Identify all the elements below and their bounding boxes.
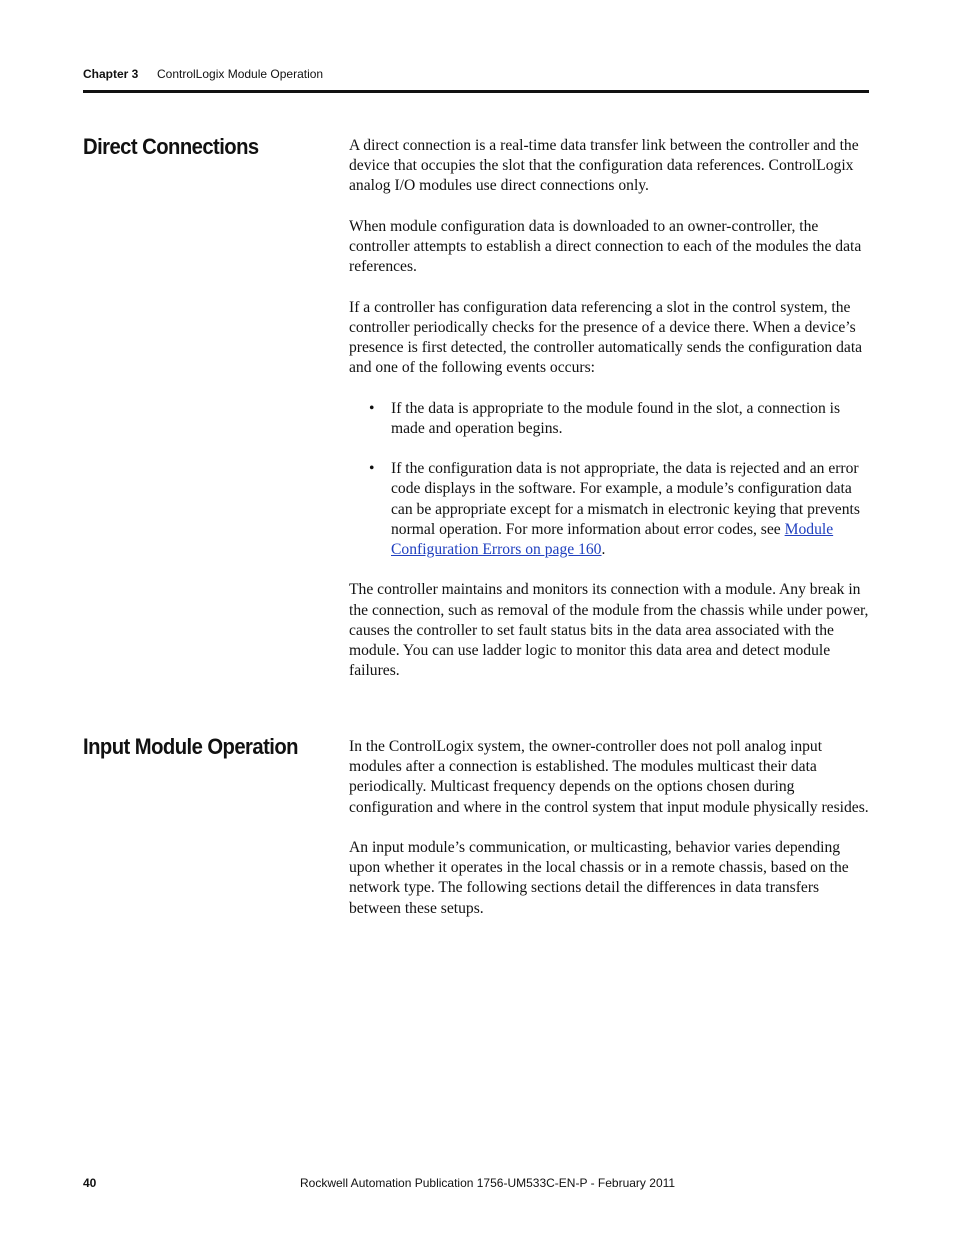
list-item-end: .: [601, 541, 606, 558]
event-list: [349, 399, 871, 561]
paragraph: The controller maintains and monitors its connection with a module. Any break in the connection, such as removal of the module from the chassis while under power, causes the controller to set fault status bits in the data area associated with the module. You can use ladder logic to monitor this data area and detect module failures.: [349, 581, 869, 680]
page-footer: [83, 1176, 869, 1196]
paragraph: When module configuration data is downloaded to an owner-controller, the controller attempts to establish a direct connection to each of the modules the data references.: [349, 217, 862, 276]
paragraph: If a controller has configuration data referencing a slot in the control system, the controller periodically checks for the presence of a device there. When a device’s presence is first detected, the controller automatically sends the configuration data and one of the following events occurs:: [349, 298, 863, 377]
list-item-text: If the configuration data is not appropriate, the data is rejected and an error code displays in the software. For example, a module’s configuration data can be appropriate except for a mismatch in electronic keying that prevents normal operation. For more information about error codes, see: [391, 460, 860, 538]
list-item-text: If the data is appropriate to the module found in the slot, a connection is made and operation begins.: [391, 399, 841, 437]
paragraph: A direct connection is a real-time data transfer link between the controller and the device that occupies the slot that the configuration data references. ControlLogix analog I/O modules use direct connections only.: [349, 137, 859, 195]
input-module-operation-heading: Input Module Operation: [83, 734, 298, 759]
publication-info: Rockwell Automation Publication 1756-UM533C-EN-P - February 2011: [300, 1176, 676, 1190]
direct-connections-body: [349, 136, 871, 702]
chapter-title: ControlLogix Module Operation: [157, 67, 324, 81]
page-number: 40: [83, 1176, 97, 1190]
input-module-operation-body: [349, 737, 871, 939]
module-config-errors-link[interactable]: Module Configuration Errors on page 160: [391, 520, 834, 558]
direct-connections-heading: Direct Connections: [83, 134, 259, 159]
paragraph: An input module’s communication, or multicasting, behavior varies depending upon whether it operates in the local chassis or in a remote chassis, based on the network type. The following sections detail the differences in data transfers between these setups.: [349, 839, 849, 917]
bullet-icon: •: [369, 460, 375, 478]
paragraph: In the ControlLogix system, the owner-controller does not poll analog input modules after a connection is established. The modules multicast their data periodically. Multicast frequency depends on the options chosen during configuration and where in the control system that input module physically resides.: [349, 738, 869, 816]
page-header: [83, 66, 869, 93]
list-item: [349, 459, 871, 560]
bullet-icon: •: [369, 399, 375, 417]
chapter-label: Chapter 3: [83, 67, 139, 81]
list-item: [349, 399, 871, 439]
